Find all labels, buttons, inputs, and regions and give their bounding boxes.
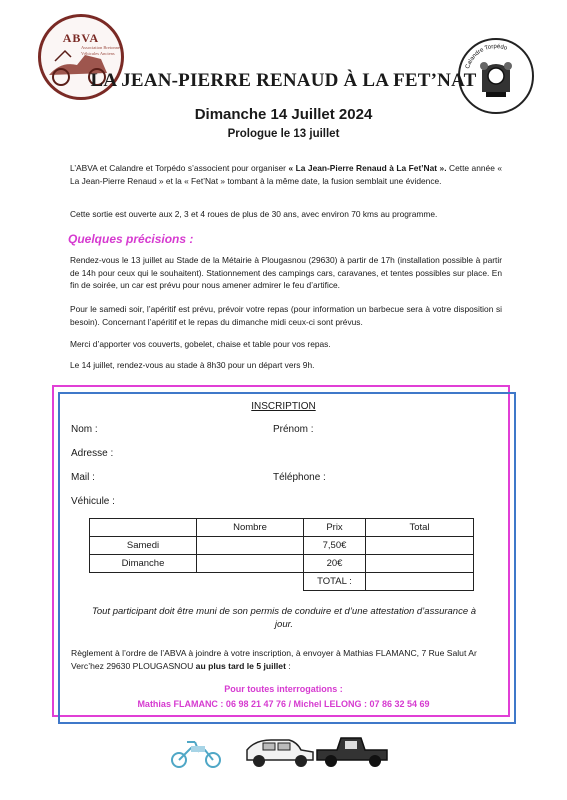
table-row <box>90 555 474 573</box>
row-label-samedi: Samedi <box>90 537 197 555</box>
prix-samedi: 7,50€ <box>304 537 366 555</box>
prix-dimanche: 20€ <box>304 555 366 573</box>
eligibility-paragraph: Cette sortie est ouverte aux 2, 3 et 4 roues de plus de 30 ans, avec environ 70 kms au programme. <box>70 209 438 219</box>
blank-cell <box>197 573 304 591</box>
payment-text: Règlement à l’ordre de l’ABVA à joindre à votre inscription, à envoyer à Mathias FLAMANC, 7 Rue Salut Ar Verc’hez 29630 PLOUGASNOU <box>71 648 477 671</box>
total-samedi-cell[interactable] <box>366 537 474 555</box>
intro-text-end: Cette année « La Jean-Pierre Renaud » et la « Fet’Nat » tombant à la même date, la fusion semblait une évidence. <box>70 163 503 186</box>
vehicles-illustration <box>165 730 405 770</box>
vehicule-field[interactable]: Véhicule : <box>71 496 115 507</box>
payment-instructions <box>71 647 511 672</box>
header-prix: Prix <box>304 519 366 537</box>
payment-deadline: au plus tard le 5 juillet <box>195 660 286 671</box>
departure-paragraph: Le 14 juillet, rendez-vous au stade à 8h30 pour un départ vers 9h. <box>70 360 315 370</box>
cutlery-paragraph: Merci d’apporter vos couverts, gobelet, chaise et table pour vos repas. <box>70 339 331 349</box>
inscription-title: INSCRIPTION <box>251 401 316 412</box>
contact-heading: Pour toutes interrogations : <box>224 684 343 694</box>
table-header-row <box>90 519 474 537</box>
prenom-field[interactable]: Prénom : <box>273 424 314 435</box>
mail-field[interactable]: Mail : <box>71 472 95 483</box>
license-note: Tout participant doit être muni de son permis de conduire et d’une attestation d’assurance à jour. <box>91 606 477 630</box>
prologue-date: Prologue le 13 juillet <box>227 128 340 140</box>
event-name: « La Jean-Pierre Renaud à La Fet’Nat ». <box>288 163 447 173</box>
pickup-truck-icon <box>317 738 387 767</box>
moped-icon <box>172 742 220 767</box>
price-table <box>89 518 474 591</box>
grand-total-cell[interactable] <box>366 573 474 591</box>
total-label: TOTAL : <box>304 573 366 591</box>
payment-text-end: : <box>285 660 291 671</box>
table-corner-cell <box>90 519 197 537</box>
header-nombre: Nombre <box>197 519 304 537</box>
calandre-torpedo-logo-text: Calandre Torpédo <box>465 43 508 70</box>
meals-paragraph: Pour le samedi soir, l’apéritif est prévu, prévoir votre repas (pour information un barbecue sera à votre disposition si besoin). Concernant l’apéritif et le repas du dimanche midi ceux-ci sont prévus. <box>70 304 502 327</box>
table-row <box>90 537 474 555</box>
abva-logo-title: ABVA <box>62 31 100 45</box>
row-label-dimanche: Dimanche <box>90 555 197 573</box>
svg-text:Calandre Torpédo <box>465 44 508 70</box>
nombre-samedi-cell[interactable] <box>197 537 304 555</box>
nombre-dimanche-cell[interactable] <box>197 555 304 573</box>
meeting-paragraph: Rendez-vous le 13 juillet au Stade de la Métairie à Plougasnou (29630) à partir de 17h (installation possible à partir de 14h pour ceux qui le souhaitent). Stationnement des campings cars, caravanes, et tentes possibles sur place. En fin de soirée, un car est prévu pour nous amener admirer le feu d’artifice. <box>70 255 502 291</box>
table-total-row <box>90 573 474 591</box>
header-total: Total <box>366 519 474 537</box>
details-heading: Quelques précisions : <box>68 232 194 246</box>
page-title: LA JEAN-PIERRE RENAUD À LA FET’NAT <box>90 70 477 91</box>
contact-line: Mathias FLAMANC : 06 98 21 47 76 / Michel LELONG : 07 86 32 54 69 <box>137 699 430 709</box>
vintage-car-icon <box>247 740 313 767</box>
total-dimanche-cell[interactable] <box>366 555 474 573</box>
nom-field[interactable]: Nom : <box>71 424 98 435</box>
event-date: Dimanche 14 Juillet 2024 <box>194 106 373 123</box>
adresse-field[interactable]: Adresse : <box>71 448 114 459</box>
intro-paragraph <box>70 162 502 187</box>
abva-logo-subtitle: Association Bretonne Véhicules Anciens <box>81 45 120 56</box>
telephone-field[interactable]: Téléphone : <box>273 472 326 483</box>
blank-cell <box>90 573 197 591</box>
intro-text-start: L’ABVA et Calandre et Torpédo s’associent pour organiser <box>70 163 289 173</box>
